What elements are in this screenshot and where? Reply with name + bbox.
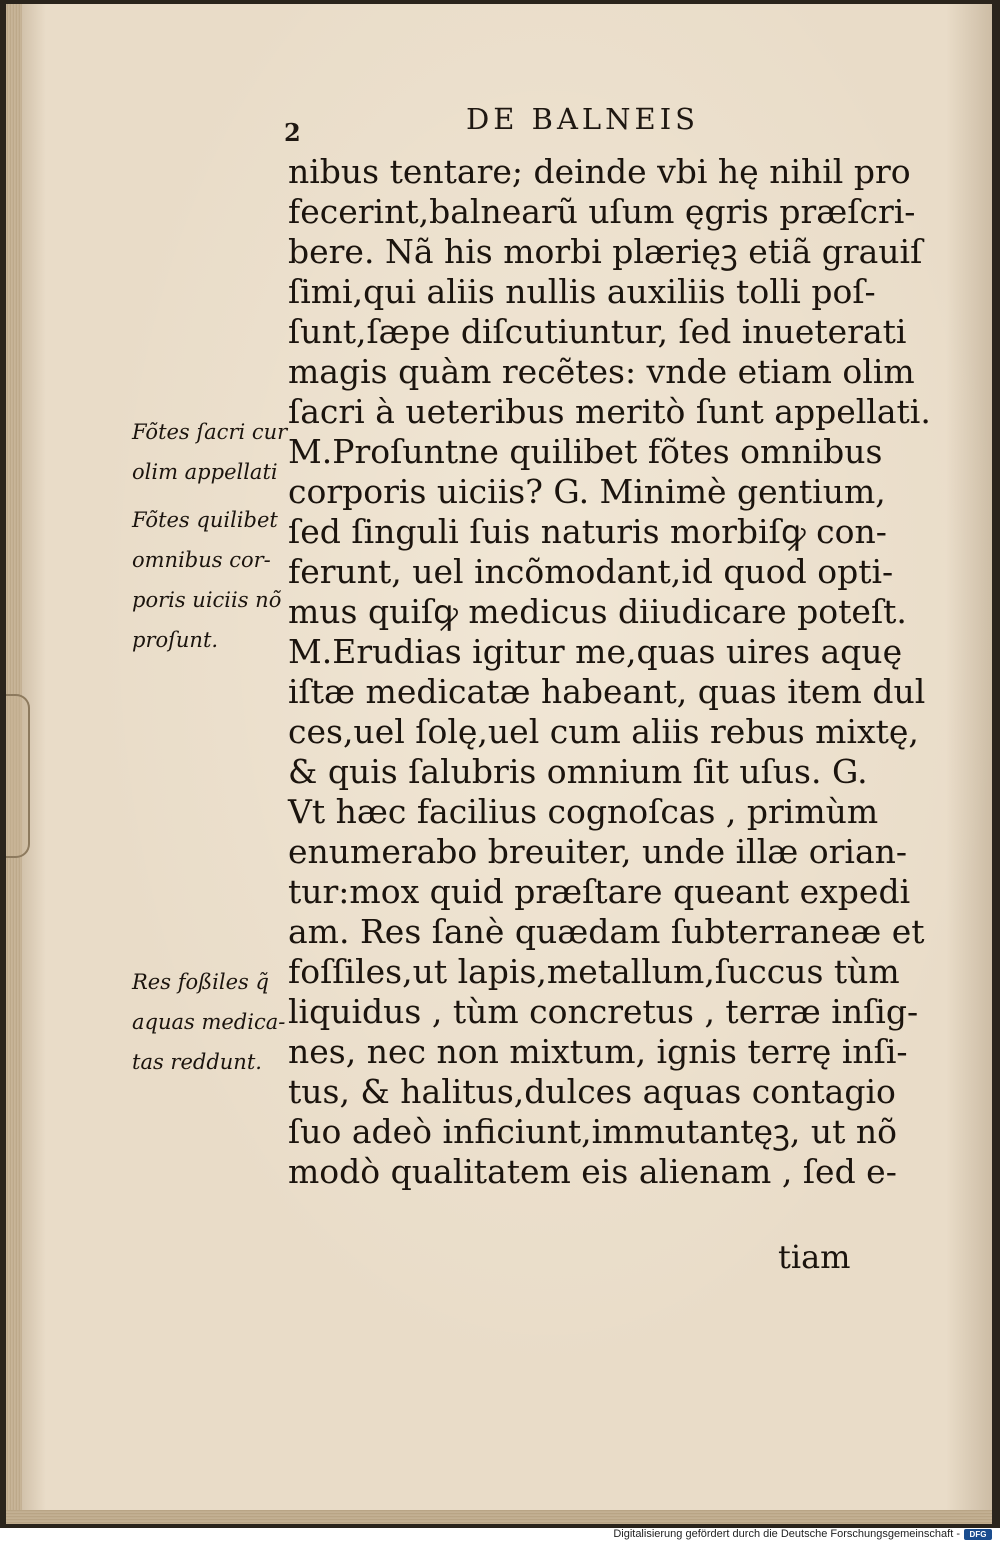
binding-clasp (6, 694, 30, 858)
text-line: ſimi,qui aliis nullis auxiliis tolli poſ- (288, 272, 876, 311)
text-line: am. Res ſanè quædam ſubterraneæ et (288, 912, 925, 951)
margin-note-line: Fõtes ſacri cur (132, 420, 288, 444)
page-number: 2 (284, 118, 301, 147)
text-line: mus quiſꝙ medicus diiudicare poteſt. (288, 592, 907, 631)
text-line: ſacri à ueteribus meritò ſunt appellati. (288, 392, 931, 431)
text-line: fecerint,balnearũ uſum ęgris præſcri- (288, 192, 916, 231)
margin-note (132, 962, 292, 1082)
text-line: tus, & halitus,dulces aquas contagio (288, 1072, 896, 1111)
margin-note-line: proſunt. (132, 628, 219, 652)
margin-note-line: Fõtes quilibet (132, 508, 278, 532)
text-line: foſſiles,ut lapis,metallum,ſuccus tùm (288, 952, 900, 991)
footer-bar (0, 1528, 1000, 1541)
margin-note-line: aquas medica- (132, 1010, 286, 1034)
text-line: ſed ſinguli ſuis naturis morbiſꝙ con- (288, 512, 887, 551)
text-line: M.Erudias igitur me,quas uires aquę (288, 632, 903, 671)
text-line: ces,uel ſolę,uel cum aliis rebus mixtę, (288, 712, 919, 751)
margin-note-line: poris uiciis nõ (132, 588, 282, 612)
margin-note (132, 500, 292, 660)
text-line: ſunt,ſæpe diſcutiuntur, ſed inueterati (288, 312, 907, 351)
text-line: ſuo adeò inficiunt,immutantęꝫ, ut nõ (288, 1112, 897, 1151)
text-line: Vt hæc facilius cognoſcas , primùm (288, 792, 879, 831)
text-line: M.Proſuntne quilibet fõtes omnibus (288, 432, 883, 471)
main-text-block (288, 152, 931, 1192)
text-line: liquidus , tùm concretus , terræ inſig- (288, 992, 919, 1031)
text-line: nes, nec non mixtum, ignis terrę inſi- (288, 1032, 908, 1071)
funding-credit: Digitalisierung gefördert durch die Deutsche Forschungsgemeinschaft - (613, 1528, 960, 1540)
dfg-logo-icon: DFG (964, 1529, 992, 1540)
margin-note (132, 412, 292, 492)
text-line: iſtæ medicatæ habeant, quas item dul (288, 672, 926, 711)
catchword: tiam (778, 1238, 851, 1276)
text-line: nibus tentare; deinde vbi hę nihil pro (288, 152, 911, 191)
text-line: corporis uiciis? G. Minimè gentium, (288, 472, 886, 511)
text-line: ferunt, uel incõmodant,id quod opti- (288, 552, 894, 591)
margin-note-line: omnibus cor- (132, 548, 271, 572)
text-line: tur:mox quid præſtare queant expedi (288, 872, 911, 911)
running-head: DE BALNEIS (466, 102, 700, 136)
text-line: magis quàm recẽtes: vnde etiam olim (288, 352, 915, 391)
page-stack-edge-bottom (6, 1510, 992, 1524)
margin-note-line: olim appellati (132, 460, 278, 484)
text-line: bere. Nã his morbi plærięꝫ etiã grauiſ (288, 232, 923, 271)
margin-note-line: tas reddunt. (132, 1050, 262, 1074)
text-line: & quis ſalubris omnium ſit uſus. G. (288, 752, 868, 791)
text-line: modò qualitatem eis alienam , ſed e- (288, 1152, 897, 1191)
text-line: enumerabo breuiter, unde illæ orian- (288, 832, 908, 871)
margin-note-line: Res foßiles q̃ (132, 970, 269, 994)
